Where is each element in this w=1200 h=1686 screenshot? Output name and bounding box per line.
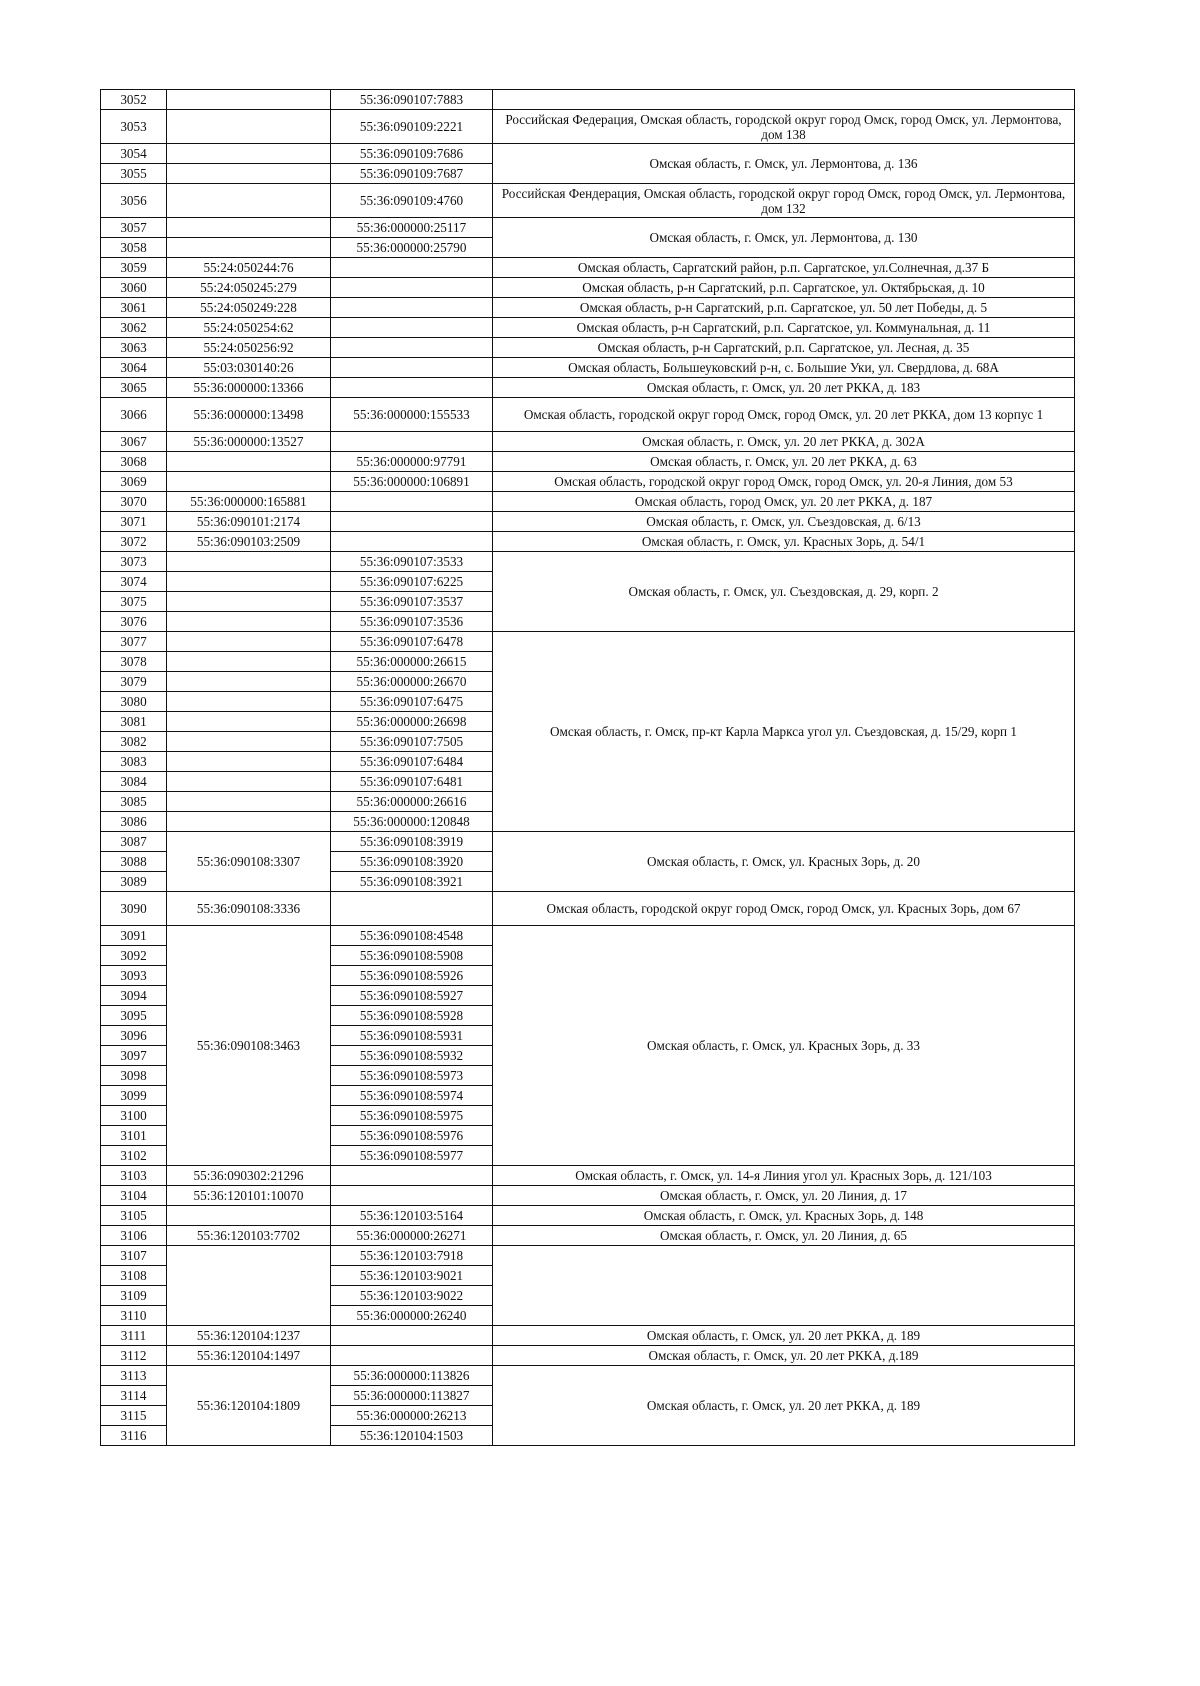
cadastral-number-building-cell: 55:36:090107:6225 [331, 572, 493, 592]
cadastral-number-cell [167, 812, 331, 832]
cadastral-number-cell [167, 712, 331, 732]
row-number-cell: 3072 [101, 532, 167, 552]
cadastral-number-cell: 55:36:090108:3336 [167, 892, 331, 926]
row-number-cell: 3055 [101, 164, 167, 184]
row-number-cell: 3068 [101, 452, 167, 472]
cadastral-number-building-cell: 55:36:120103:7918 [331, 1246, 493, 1266]
cadastral-number-cell: 55:36:000000:13527 [167, 432, 331, 452]
cadastral-number-building-cell [331, 358, 493, 378]
cadastral-number-building-cell: 55:36:090108:5975 [331, 1106, 493, 1126]
table-row [101, 144, 1075, 164]
table-row [101, 358, 1075, 378]
cadastral-number-building-cell [331, 1166, 493, 1186]
cadastral-number-building-cell: 55:36:090108:5928 [331, 1006, 493, 1026]
cadastral-number-building-cell [331, 278, 493, 298]
cadastral-number-cell: 55:24:050256:92 [167, 338, 331, 358]
cadastral-number-cell [167, 552, 331, 572]
cadastral-number-building-cell: 55:36:000000:106891 [331, 472, 493, 492]
cadastral-number-building-cell [331, 378, 493, 398]
cadastral-number-cell [167, 110, 331, 144]
row-number-cell: 3096 [101, 1026, 167, 1046]
row-number-cell: 3089 [101, 872, 167, 892]
row-number-cell: 3109 [101, 1286, 167, 1306]
row-number-cell: 3069 [101, 472, 167, 492]
address-cell: Омская область, г. Омск, пр-кт Карла Маркса угол ул. Съездовская, д. 15/29, корп 1 [493, 632, 1075, 832]
cadastral-number-cell [167, 672, 331, 692]
row-number-cell: 3090 [101, 892, 167, 926]
cadastral-number-building-cell [331, 512, 493, 532]
cadastral-number-building-cell [331, 1346, 493, 1366]
table-row [101, 298, 1075, 318]
cadastral-number-building-cell [331, 532, 493, 552]
row-number-cell: 3094 [101, 986, 167, 1006]
row-number-cell: 3116 [101, 1426, 167, 1446]
address-cell: Омская область, р-н Саргатский, р.п. Саргатское, ул. Лесная, д. 35 [493, 338, 1075, 358]
row-number-cell: 3097 [101, 1046, 167, 1066]
cadastral-number-building-cell: 55:36:090107:3533 [331, 552, 493, 572]
cadastral-number-building-cell: 55:36:090108:4548 [331, 926, 493, 946]
row-number-cell: 3064 [101, 358, 167, 378]
row-number-cell: 3074 [101, 572, 167, 592]
address-cell: Омская область, г. Омск, ул. 20 лет РККА, д. 189 [493, 1326, 1075, 1346]
cadastral-number-building-cell: 55:36:090109:4760 [331, 184, 493, 218]
address-cell: Омская область, р-н Саргатский, р.п. Саргатское, ул. 50 лет Победы, д. 5 [493, 298, 1075, 318]
cadastral-number-cell [167, 592, 331, 612]
table-row [101, 218, 1075, 238]
cadastral-number-cell: 55:36:120104:1237 [167, 1326, 331, 1346]
cadastral-number-cell: 55:24:050245:279 [167, 278, 331, 298]
cadastral-number-cell: 55:36:120103:7702 [167, 1226, 331, 1246]
cadastral-number-cell: 55:24:050254:62 [167, 318, 331, 338]
table-row [101, 318, 1075, 338]
cadastral-number-cell [167, 692, 331, 712]
row-number-cell: 3061 [101, 298, 167, 318]
cadastral-number-cell [167, 792, 331, 812]
address-cell: Омская область, городской округ город Омск, город Омск, ул. Красных Зорь, дом 67 [493, 892, 1075, 926]
table-row [101, 398, 1075, 432]
cadastral-number-cell: 55:24:050244:76 [167, 258, 331, 278]
table-row [101, 832, 1075, 852]
address-cell: Омская область, г. Омск, ул. Съездовская, д. 6/13 [493, 512, 1075, 532]
cadastral-number-building-cell: 55:36:090108:3919 [331, 832, 493, 852]
address-cell: Омская область, городской округ город Омск, город Омск, ул. 20 лет РККА, дом 13 корпус 1 [493, 398, 1075, 432]
table-row [101, 110, 1075, 144]
cadastral-number-cell [167, 90, 331, 110]
row-number-cell: 3113 [101, 1366, 167, 1386]
cadastral-number-building-cell [331, 1326, 493, 1346]
cadastral-number-building-cell [331, 1186, 493, 1206]
cadastral-number-cell: 55:36:000000:165881 [167, 492, 331, 512]
row-number-cell: 3104 [101, 1186, 167, 1206]
row-number-cell: 3053 [101, 110, 167, 144]
address-cell: Омская область, г. Омск, ул. 20 лет РККА, д. 302А [493, 432, 1075, 452]
cadastral-number-building-cell: 55:36:000000:26698 [331, 712, 493, 732]
row-number-cell: 3075 [101, 592, 167, 612]
table-row [101, 258, 1075, 278]
cadastral-number-building-cell: 55:36:000000:26271 [331, 1226, 493, 1246]
row-number-cell: 3065 [101, 378, 167, 398]
address-cell [493, 90, 1075, 110]
cadastral-number-cell [167, 1246, 331, 1326]
address-cell: Омская область, г. Омск, ул. 20 Линия, д. 65 [493, 1226, 1075, 1246]
cadastral-number-cell [167, 238, 331, 258]
cadastral-number-building-cell: 55:36:000000:26616 [331, 792, 493, 812]
table-row [101, 552, 1075, 572]
row-number-cell: 3087 [101, 832, 167, 852]
row-number-cell: 3091 [101, 926, 167, 946]
cadastral-number-building-cell: 55:36:090107:3537 [331, 592, 493, 612]
row-number-cell: 3060 [101, 278, 167, 298]
table-body [101, 90, 1075, 1446]
address-cell: Омская область, г. Омск, ул. 20 лет РККА, д. 189 [493, 1366, 1075, 1446]
row-number-cell: 3108 [101, 1266, 167, 1286]
row-number-cell: 3054 [101, 144, 167, 164]
row-number-cell: 3078 [101, 652, 167, 672]
table-row [101, 472, 1075, 492]
table-row [101, 184, 1075, 218]
cadastral-number-cell: 55:36:000000:13366 [167, 378, 331, 398]
cadastral-number-building-cell: 55:36:090107:6475 [331, 692, 493, 712]
cadastral-number-building-cell: 55:36:090108:5927 [331, 986, 493, 1006]
cadastral-number-building-cell: 55:36:090108:5931 [331, 1026, 493, 1046]
cadastral-number-building-cell [331, 318, 493, 338]
cadastral-number-building-cell [331, 892, 493, 926]
cadastral-number-building-cell: 55:36:090109:7687 [331, 164, 493, 184]
cadastral-number-cell: 55:36:120101:10070 [167, 1186, 331, 1206]
cadastral-number-building-cell: 55:36:000000:113826 [331, 1366, 493, 1386]
address-cell: Омская область, г. Омск, ул. Красных Зорь, д. 54/1 [493, 532, 1075, 552]
row-number-cell: 3106 [101, 1226, 167, 1246]
table-row [101, 892, 1075, 926]
address-cell: Омская область, городской округ город Омск, город Омск, ул. 20-я Линия, дом 53 [493, 472, 1075, 492]
row-number-cell: 3082 [101, 732, 167, 752]
row-number-cell: 3057 [101, 218, 167, 238]
cadastral-number-building-cell: 55:36:090108:3920 [331, 852, 493, 872]
cadastral-number-building-cell: 55:36:000000:25790 [331, 238, 493, 258]
row-number-cell: 3062 [101, 318, 167, 338]
cadastral-number-cell: 55:36:090108:3307 [167, 832, 331, 892]
row-number-cell: 3088 [101, 852, 167, 872]
address-cell: Омская область, г. Омск, ул. 20 лет РККА, д.189 [493, 1346, 1075, 1366]
cadastral-number-cell: 55:36:090108:3463 [167, 926, 331, 1166]
cadastral-number-cell [167, 772, 331, 792]
table-row [101, 278, 1075, 298]
cadastral-number-cell [167, 612, 331, 632]
row-number-cell: 3110 [101, 1306, 167, 1326]
table-row [101, 90, 1075, 110]
cadastral-number-building-cell: 55:36:090108:5908 [331, 946, 493, 966]
cadastral-number-building-cell: 55:36:000000:26240 [331, 1306, 493, 1326]
row-number-cell: 3100 [101, 1106, 167, 1126]
cadastral-number-building-cell: 55:36:090108:5932 [331, 1046, 493, 1066]
cadastral-number-cell [167, 632, 331, 652]
row-number-cell: 3066 [101, 398, 167, 432]
row-number-cell: 3076 [101, 612, 167, 632]
address-cell: Омская область, г. Омск, ул. 20 Линия, д. 17 [493, 1186, 1075, 1206]
row-number-cell: 3103 [101, 1166, 167, 1186]
row-number-cell: 3093 [101, 966, 167, 986]
table-row [101, 338, 1075, 358]
cadastral-number-building-cell [331, 258, 493, 278]
address-cell: Омская область, г. Омск, ул. Лермонтова, д. 136 [493, 144, 1075, 184]
row-number-cell: 3098 [101, 1066, 167, 1086]
row-number-cell: 3056 [101, 184, 167, 218]
table-row [101, 1166, 1075, 1186]
row-number-cell: 3102 [101, 1146, 167, 1166]
cadastral-table [100, 89, 1075, 1446]
cadastral-number-cell [167, 218, 331, 238]
table-row [101, 1186, 1075, 1206]
row-number-cell: 3070 [101, 492, 167, 512]
cadastral-number-building-cell: 55:36:000000:120848 [331, 812, 493, 832]
cadastral-number-cell [167, 472, 331, 492]
cadastral-number-cell [167, 572, 331, 592]
cadastral-number-building-cell: 55:36:000000:25117 [331, 218, 493, 238]
table-row [101, 432, 1075, 452]
table-row [101, 632, 1075, 652]
cadastral-number-cell [167, 164, 331, 184]
address-cell [493, 1246, 1075, 1326]
cadastral-number-building-cell: 55:36:120103:9021 [331, 1266, 493, 1286]
address-cell: Омская область, р-н Саргатский, р.п. Саргатское, ул. Октябрьская, д. 10 [493, 278, 1075, 298]
address-cell: Омская область, г. Омск, ул. Лермонтова, д. 130 [493, 218, 1075, 258]
cadastral-number-cell: 55:36:090101:2174 [167, 512, 331, 532]
address-cell: Омская область, г. Омск, ул. Красных Зорь, д. 33 [493, 926, 1075, 1166]
row-number-cell: 3081 [101, 712, 167, 732]
cadastral-number-cell [167, 652, 331, 672]
row-number-cell: 3105 [101, 1206, 167, 1226]
cadastral-number-building-cell: 55:36:090108:5973 [331, 1066, 493, 1086]
cadastral-number-building-cell: 55:36:090108:5977 [331, 1146, 493, 1166]
address-cell: Омская область, Большеуковский р-н, с. Большие Уки, ул. Свердлова, д. 68А [493, 358, 1075, 378]
row-number-cell: 3115 [101, 1406, 167, 1426]
cadastral-number-building-cell: 55:36:120103:9022 [331, 1286, 493, 1306]
address-cell: Омская область, г. Омск, ул. 14-я Линия угол ул. Красных Зорь, д. 121/103 [493, 1166, 1075, 1186]
cadastral-number-building-cell: 55:36:090108:3921 [331, 872, 493, 892]
address-cell: Омская область, Саргатский район, р.п. Саргатское, ул.Солнечная, д.37 Б [493, 258, 1075, 278]
address-cell: Омская область, г. Омск, ул. 20 лет РККА, д. 63 [493, 452, 1075, 472]
cadastral-number-cell: 55:24:050249:228 [167, 298, 331, 318]
cadastral-number-building-cell: 55:36:090108:5926 [331, 966, 493, 986]
row-number-cell: 3080 [101, 692, 167, 712]
cadastral-number-building-cell [331, 298, 493, 318]
address-cell: Российская Фендерация, Омская область, городской округ город Омск, город Омск, ул. Лермонтова, дом 132 [493, 184, 1075, 218]
table-row [101, 378, 1075, 398]
cadastral-number-cell: 55:36:120104:1497 [167, 1346, 331, 1366]
cadastral-number-cell [167, 1206, 331, 1226]
row-number-cell: 3059 [101, 258, 167, 278]
cadastral-number-building-cell: 55:36:090107:6484 [331, 752, 493, 772]
table-row [101, 1366, 1075, 1386]
cadastral-number-building-cell: 55:36:090107:6481 [331, 772, 493, 792]
address-cell: Российская Федерация, Омская область, городской округ город Омск, город Омск, ул. Лермонтова, дом 138 [493, 110, 1075, 144]
row-number-cell: 3086 [101, 812, 167, 832]
row-number-cell: 3085 [101, 792, 167, 812]
cadastral-number-cell [167, 752, 331, 772]
cadastral-number-cell [167, 732, 331, 752]
cadastral-number-building-cell [331, 338, 493, 358]
cadastral-number-building-cell: 55:36:090108:5976 [331, 1126, 493, 1146]
cadastral-number-building-cell: 55:36:090108:5974 [331, 1086, 493, 1106]
table-row [101, 1346, 1075, 1366]
row-number-cell: 3112 [101, 1346, 167, 1366]
cadastral-number-cell: 55:03:030140:26 [167, 358, 331, 378]
cadastral-number-building-cell: 55:36:000000:26615 [331, 652, 493, 672]
row-number-cell: 3079 [101, 672, 167, 692]
cadastral-number-building-cell: 55:36:090107:7505 [331, 732, 493, 752]
row-number-cell: 3058 [101, 238, 167, 258]
cadastral-number-cell [167, 184, 331, 218]
row-number-cell: 3111 [101, 1326, 167, 1346]
address-cell: Омская область, г. Омск, ул. Съездовская, д. 29, корп. 2 [493, 552, 1075, 632]
table-row [101, 512, 1075, 532]
row-number-cell: 3077 [101, 632, 167, 652]
table-row [101, 532, 1075, 552]
cadastral-number-building-cell: 55:36:120103:5164 [331, 1206, 493, 1226]
address-cell: Омская область, г. Омск, ул. Красных Зорь, д. 148 [493, 1206, 1075, 1226]
table-row [101, 492, 1075, 512]
row-number-cell: 3099 [101, 1086, 167, 1106]
cadastral-number-cell: 55:36:090302:21296 [167, 1166, 331, 1186]
table-row [101, 1326, 1075, 1346]
row-number-cell: 3073 [101, 552, 167, 572]
cadastral-number-building-cell: 55:36:090107:7883 [331, 90, 493, 110]
cadastral-number-building-cell: 55:36:090107:6478 [331, 632, 493, 652]
cadastral-number-cell: 55:36:090103:2509 [167, 532, 331, 552]
cadastral-number-building-cell: 55:36:000000:155533 [331, 398, 493, 432]
cadastral-number-building-cell: 55:36:090109:2221 [331, 110, 493, 144]
cadastral-number-building-cell [331, 492, 493, 512]
row-number-cell: 3092 [101, 946, 167, 966]
row-number-cell: 3083 [101, 752, 167, 772]
address-cell: Омская область, г. Омск, ул. 20 лет РККА, д. 183 [493, 378, 1075, 398]
row-number-cell: 3114 [101, 1386, 167, 1406]
cadastral-number-cell [167, 452, 331, 472]
address-cell: Омская область, город Омск, ул. 20 лет РККА, д. 187 [493, 492, 1075, 512]
table-row [101, 1206, 1075, 1226]
row-number-cell: 3063 [101, 338, 167, 358]
table-row [101, 1226, 1075, 1246]
cadastral-number-building-cell: 55:36:090107:3536 [331, 612, 493, 632]
row-number-cell: 3071 [101, 512, 167, 532]
cadastral-number-building-cell: 55:36:000000:113827 [331, 1386, 493, 1406]
address-cell: Омская область, р-н Саргатский, р.п. Саргатское, ул. Коммунальная, д. 11 [493, 318, 1075, 338]
table-row [101, 1246, 1075, 1266]
cadastral-number-cell [167, 144, 331, 164]
row-number-cell: 3107 [101, 1246, 167, 1266]
cadastral-number-building-cell: 55:36:120104:1503 [331, 1426, 493, 1446]
table-row [101, 452, 1075, 472]
cadastral-number-building-cell: 55:36:090109:7686 [331, 144, 493, 164]
cadastral-number-cell: 55:36:000000:13498 [167, 398, 331, 432]
row-number-cell: 3067 [101, 432, 167, 452]
row-number-cell: 3095 [101, 1006, 167, 1026]
row-number-cell: 3084 [101, 772, 167, 792]
row-number-cell: 3101 [101, 1126, 167, 1146]
row-number-cell: 3052 [101, 90, 167, 110]
cadastral-number-building-cell: 55:36:000000:97791 [331, 452, 493, 472]
address-cell: Омская область, г. Омск, ул. Красных Зорь, д. 20 [493, 832, 1075, 892]
cadastral-number-building-cell: 55:36:000000:26213 [331, 1406, 493, 1426]
table-row [101, 926, 1075, 946]
cadastral-number-building-cell: 55:36:000000:26670 [331, 672, 493, 692]
cadastral-number-cell: 55:36:120104:1809 [167, 1366, 331, 1446]
cadastral-number-building-cell [331, 432, 493, 452]
